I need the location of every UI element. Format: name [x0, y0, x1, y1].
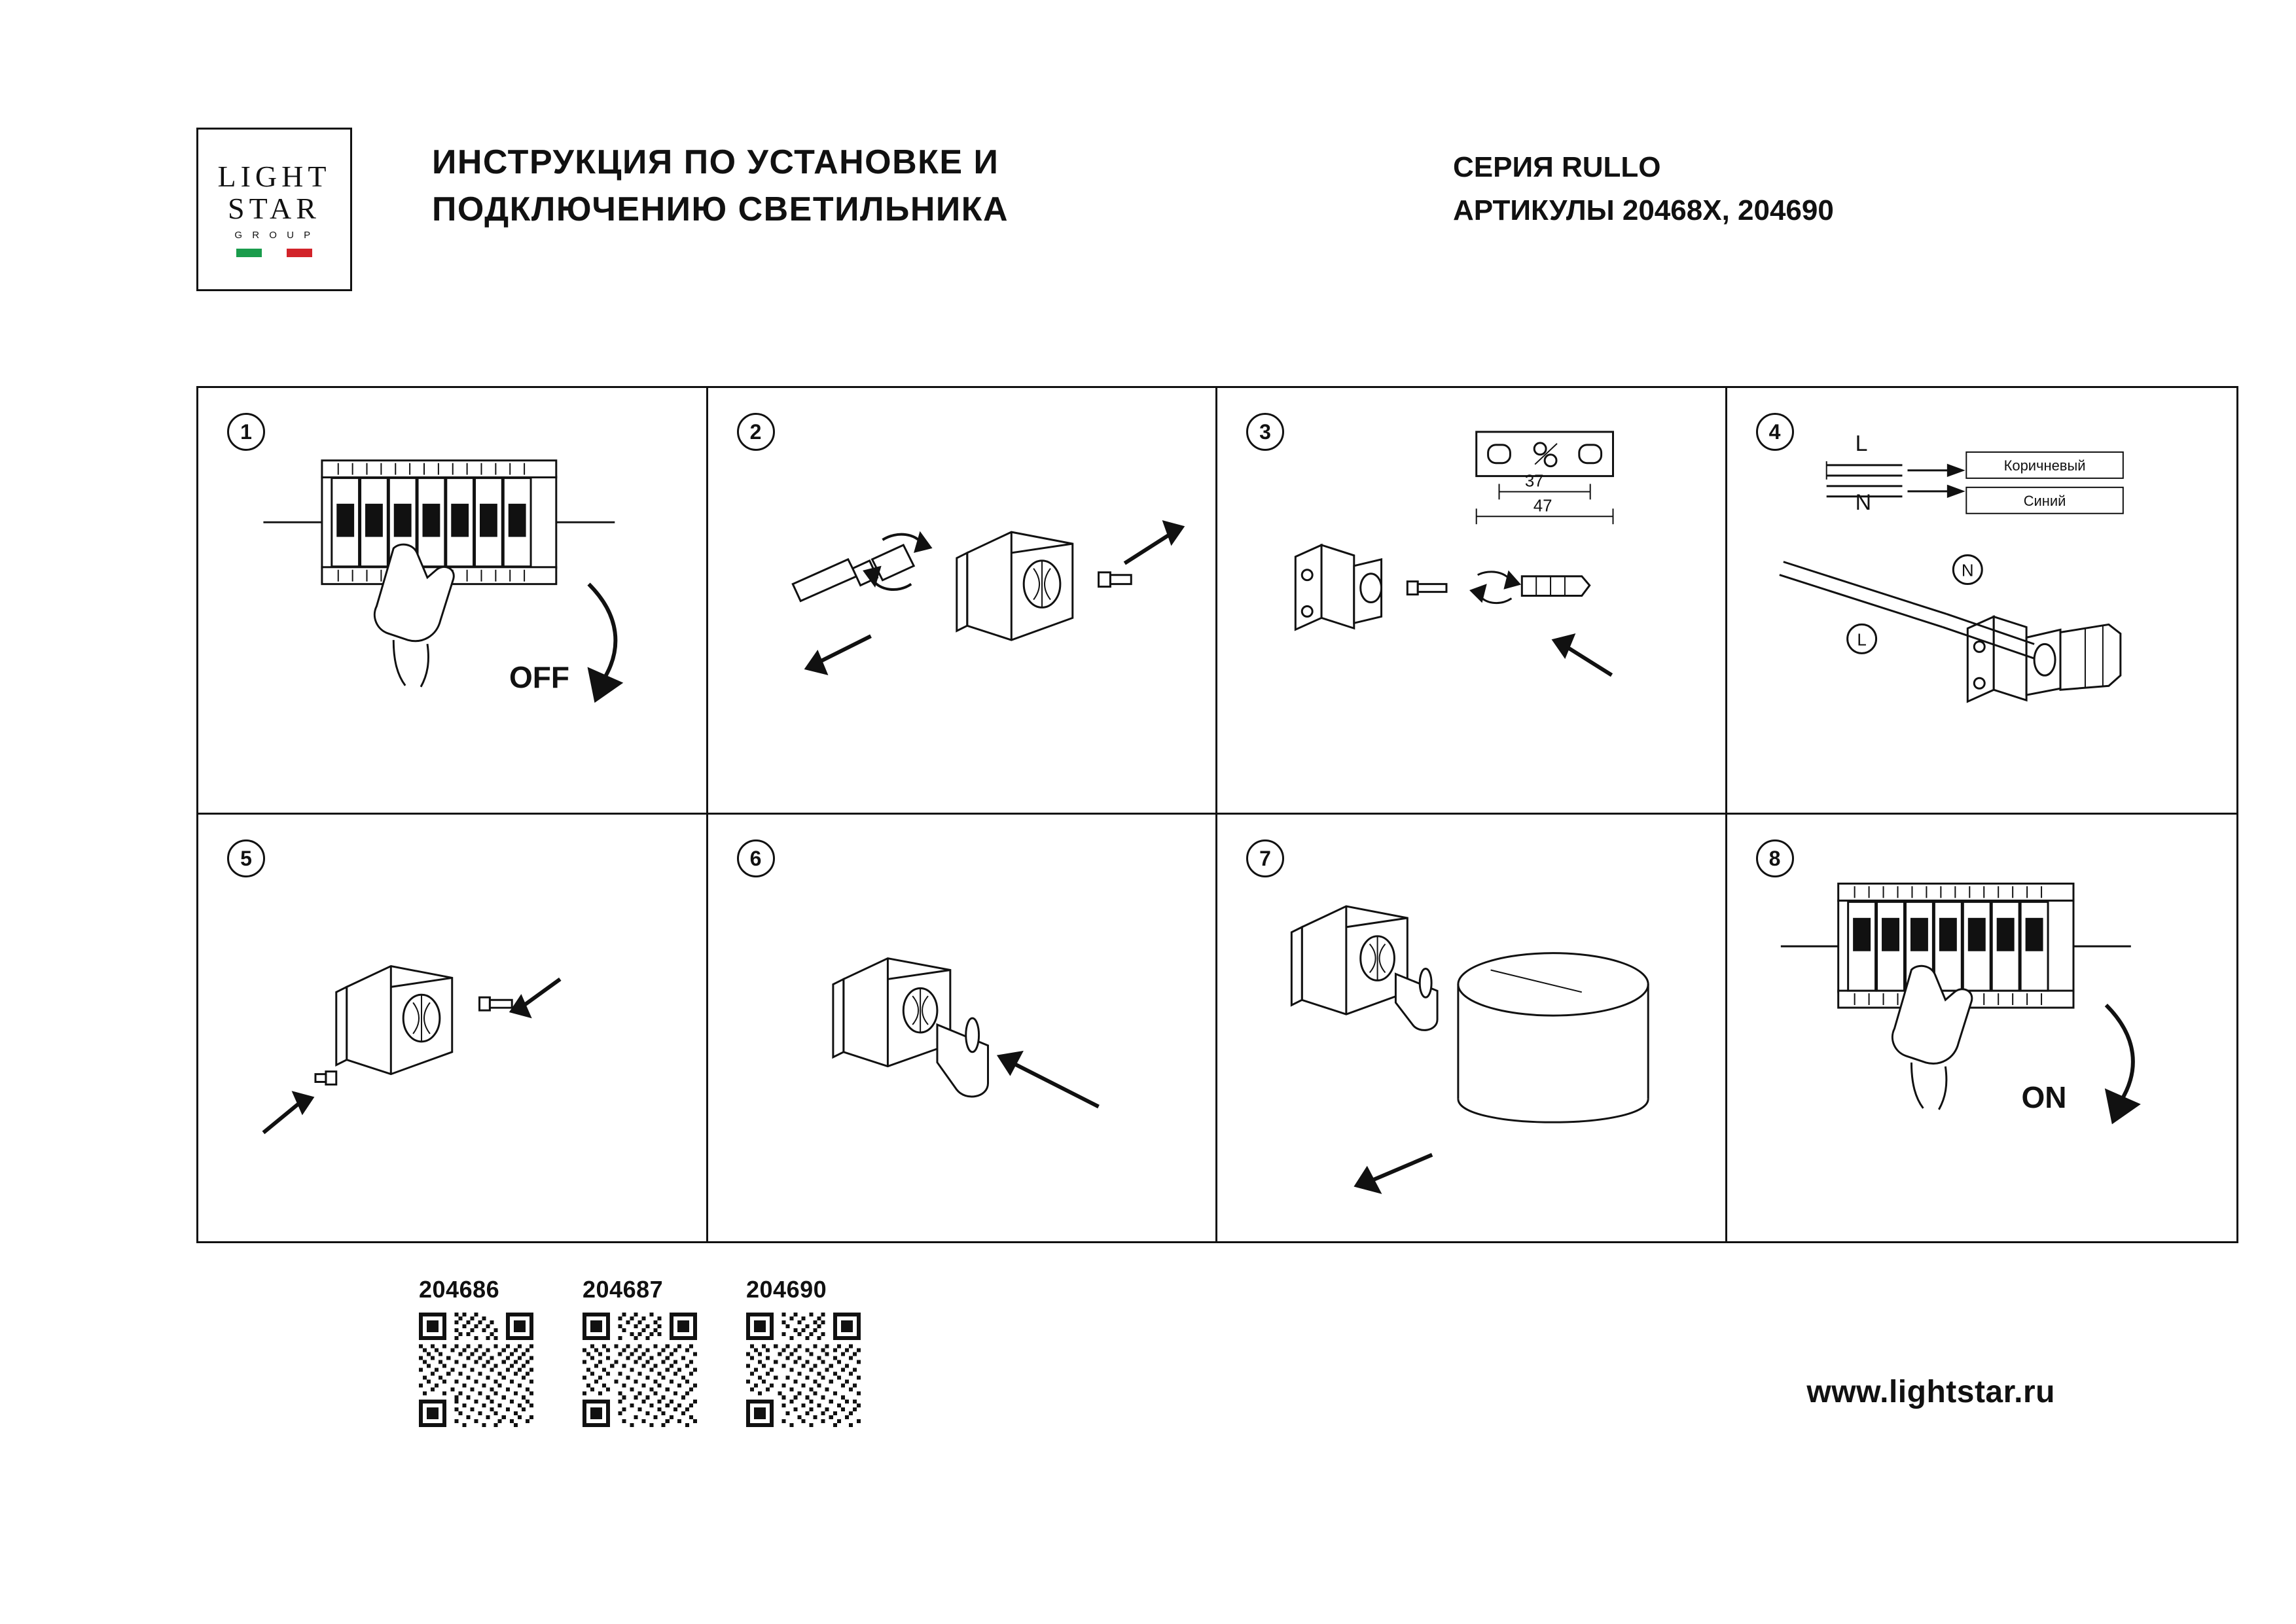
- svg-text:L: L: [1855, 431, 1867, 456]
- svg-text:N: N: [1855, 489, 1871, 515]
- step-number-7: 7: [1246, 839, 1284, 877]
- step-cell-2: [708, 388, 1218, 815]
- step-number-6: 6: [737, 839, 775, 877]
- step-illustration-6: [708, 815, 1216, 1241]
- step-number-5: 5: [227, 839, 265, 877]
- brand-logo: [196, 128, 352, 291]
- step-number-8: 8: [1756, 839, 1794, 877]
- svg-text:N: N: [1961, 561, 1974, 580]
- step-cell-4: [1727, 388, 2237, 815]
- step-number-1: 1: [227, 413, 265, 451]
- svg-text:47: 47: [1533, 497, 1552, 516]
- step-illustration-1: [198, 388, 706, 813]
- series-name: СЕРИЯ RULLO: [1453, 151, 1661, 183]
- step-illustration-7: [1217, 815, 1725, 1241]
- step-cell-8: [1727, 815, 2237, 1241]
- step-cell-7: [1217, 815, 1727, 1241]
- step-number-4: 4: [1756, 413, 1794, 451]
- qr-article-number: 204687: [583, 1276, 664, 1303]
- qr-item[interactable]: [419, 1276, 540, 1427]
- qr-code-icon[interactable]: [746, 1313, 861, 1427]
- qr-code-list: [419, 1276, 867, 1427]
- step-label-off: OFF: [509, 660, 569, 694]
- svg-text:Синий: Синий: [2023, 492, 2066, 509]
- italian-flag-icon: [236, 249, 312, 257]
- step-illustration-2: [708, 388, 1216, 813]
- qr-code-icon[interactable]: [419, 1313, 533, 1427]
- step-label-on: ON: [2021, 1080, 2067, 1114]
- qr-item[interactable]: [583, 1276, 704, 1427]
- logo-text-group: G R O U P: [234, 229, 314, 241]
- page-header: [196, 121, 2108, 298]
- step-illustration-8: [1727, 815, 2237, 1241]
- logo-text-star: STAR: [228, 192, 321, 225]
- step-cell-3: [1217, 388, 1727, 815]
- svg-text:Коричневый: Коричневый: [2003, 457, 2085, 474]
- step-number-2: 2: [737, 413, 775, 451]
- instruction-grid: [196, 386, 2238, 1243]
- qr-code-icon[interactable]: [583, 1313, 697, 1427]
- step-cell-1: [198, 388, 708, 815]
- qr-article-number: 204690: [746, 1276, 827, 1303]
- step-illustration-4: [1727, 388, 2237, 813]
- title-line-2: ПОДКЛЮЧЕНИЮ СВЕТИЛЬНИКА: [432, 190, 1009, 228]
- logo-text-light: LIGHT: [217, 160, 331, 194]
- series-info: [1453, 146, 2108, 232]
- page-title: [432, 139, 1414, 234]
- website-url[interactable]: www.lightstar.ru: [1806, 1375, 2055, 1409]
- title-line-1: ИНСТРУКЦИЯ ПО УСТАНОВКЕ И: [432, 143, 999, 181]
- page-footer: [196, 1263, 2238, 1538]
- step-illustration-3: [1217, 388, 1725, 813]
- qr-item[interactable]: [746, 1276, 867, 1427]
- svg-text:37: 37: [1524, 472, 1544, 491]
- step-illustration-5: [198, 815, 706, 1241]
- series-articles: АРТИКУЛЫ 20468Х, 204690: [1453, 194, 1834, 226]
- step-cell-5: [198, 815, 708, 1241]
- qr-article-number: 204686: [419, 1276, 500, 1303]
- step-number-3: 3: [1246, 413, 1284, 451]
- svg-text:L: L: [1856, 631, 1867, 650]
- step-cell-6: [708, 815, 1218, 1241]
